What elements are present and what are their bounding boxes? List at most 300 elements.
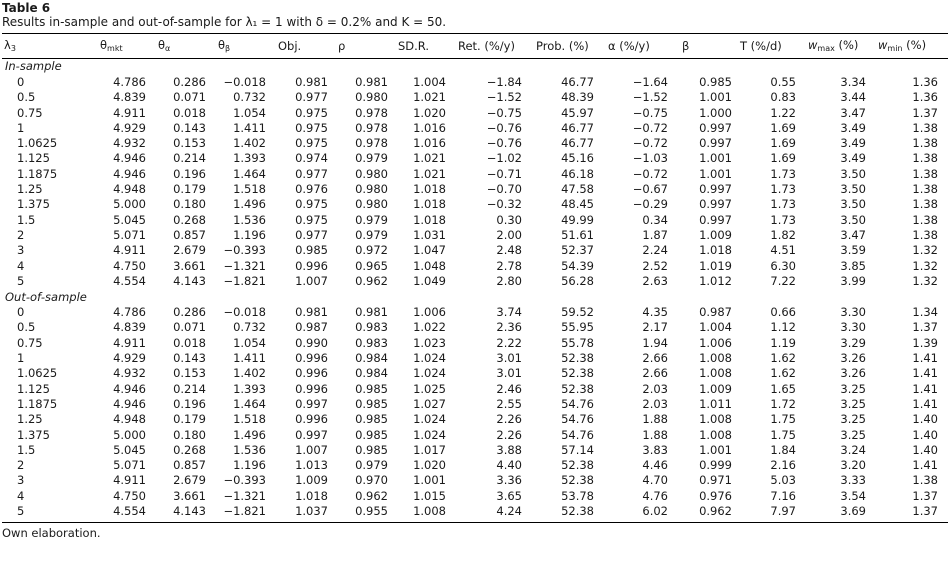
table-cell: 1.22 <box>770 105 796 120</box>
table-cell: 1.008 <box>699 366 732 381</box>
table-cell: 3.25 <box>840 396 866 411</box>
table-cell: 46.77 <box>561 136 594 151</box>
table-cell: 0.972 <box>355 243 388 258</box>
table-cell: 3.99 <box>840 273 866 288</box>
table-cell: 1.402 <box>233 366 266 381</box>
table-cell: 1.008 <box>699 351 732 366</box>
table-cell: 0.976 <box>699 488 732 503</box>
table-cell: 1.020 <box>413 105 446 120</box>
table-cell: −0.393 <box>223 243 266 258</box>
table-cell: 1.464 <box>233 396 266 411</box>
table-cell: 0.143 <box>173 351 206 366</box>
table-cell: 1.69 <box>770 120 796 135</box>
table-cell: 0.970 <box>355 473 388 488</box>
table-cell: 1.38 <box>912 151 938 166</box>
table-cell: 1.40 <box>912 427 938 442</box>
table-cell: 2.48 <box>496 243 522 258</box>
table-cell: 1.62 <box>770 351 796 366</box>
table-cell: 1.021 <box>413 166 446 181</box>
table-row <box>2 320 948 335</box>
table-cell: −0.32 <box>486 197 522 212</box>
table-cell: 1.011 <box>699 396 732 411</box>
table-cell: 2.66 <box>642 366 668 381</box>
header-row <box>2 34 948 59</box>
table-cell: 4.911 <box>113 473 146 488</box>
table-row <box>2 397 948 412</box>
table-cell: 3.50 <box>840 166 866 181</box>
table-cell: 1.008 <box>413 504 446 519</box>
bottom-rule <box>2 522 948 523</box>
table-cell: 0.857 <box>173 227 206 242</box>
table-cell: 0.981 <box>295 75 328 89</box>
table-cell: 3.54 <box>840 488 866 503</box>
col-beta: β <box>682 34 740 59</box>
table-cell: 2.26 <box>496 412 522 427</box>
table-cell: 0.978 <box>355 120 388 135</box>
table-row <box>2 228 948 243</box>
table-cell: 4.40 <box>496 458 522 473</box>
table-cell: 2.03 <box>642 396 668 411</box>
table-row <box>2 136 948 151</box>
table-cell: 2.26 <box>496 427 522 442</box>
table-cell: −1.321 <box>223 258 266 273</box>
table-cell: 1.37 <box>912 105 938 120</box>
row-lambda3: 2 <box>17 227 25 242</box>
table-cell: −0.72 <box>632 166 668 181</box>
table-cell: 0.977 <box>295 90 328 105</box>
table-cell: 1.006 <box>413 305 446 320</box>
table-cell: 1.536 <box>233 442 266 457</box>
table-cell: 2.36 <box>496 320 522 335</box>
table-cell: 49.99 <box>561 212 594 227</box>
table-cell: 0.962 <box>355 273 388 288</box>
table-cell: 1.017 <box>413 442 446 457</box>
table-cell: 3.65 <box>496 488 522 503</box>
table-cell: −0.018 <box>223 305 266 320</box>
table-cell: 1.41 <box>912 351 938 366</box>
table-cell: 0.180 <box>173 427 206 442</box>
table-cell: 1.018 <box>413 212 446 227</box>
table-cell: 0.857 <box>173 458 206 473</box>
table-cell: 1.62 <box>770 366 796 381</box>
table-cell: 0.974 <box>295 151 328 166</box>
table-cell: 1.009 <box>699 227 732 242</box>
table-cell: 3.69 <box>840 504 866 519</box>
col-alpha: α (%/y) <box>608 34 682 59</box>
table-cell: 3.47 <box>840 227 866 242</box>
table-cell: 1.38 <box>912 212 938 227</box>
table-cell: 1.196 <box>233 227 266 242</box>
table-cell: 0.981 <box>355 305 388 320</box>
table-cell: 1.001 <box>413 473 446 488</box>
table-cell: 0.071 <box>173 320 206 335</box>
table-cell: 46.18 <box>561 166 594 181</box>
col-lambda3: $\lambda_3$ <box>2 34 100 59</box>
table-row <box>2 412 948 427</box>
table-cell: 0.996 <box>295 412 328 427</box>
table-cell: 3.33 <box>840 473 866 488</box>
row-lambda3: 4 <box>17 488 25 503</box>
table-cell: 54.76 <box>561 396 594 411</box>
table-cell: 1.013 <box>295 458 328 473</box>
table-cell: 2.679 <box>173 473 206 488</box>
table-cell: 0.975 <box>295 120 328 135</box>
table-cell: 3.26 <box>840 351 866 366</box>
table-cell: 0.987 <box>699 305 732 320</box>
document-page <box>2 0 948 540</box>
table-cell: 1.72 <box>770 396 796 411</box>
row-lambda3: 1.5 <box>17 212 36 227</box>
table-cell: 3.24 <box>840 442 866 457</box>
table-cell: 1.022 <box>413 320 446 335</box>
row-lambda3: 0 <box>17 75 25 89</box>
table-cell: 45.16 <box>561 151 594 166</box>
table-cell: 4.948 <box>113 182 146 197</box>
table-cell: 1.88 <box>642 427 668 442</box>
table-cell: 55.95 <box>561 320 594 335</box>
table-cell: 2.00 <box>496 227 522 242</box>
table-cell: −1.321 <box>223 488 266 503</box>
table-cell: 0.984 <box>355 366 388 381</box>
row-lambda3: 2 <box>17 458 25 473</box>
table-cell: 0.985 <box>355 381 388 396</box>
table-cell: 5.000 <box>113 197 146 212</box>
table-cell: 1.75 <box>770 412 796 427</box>
row-lambda3: 1.1875 <box>17 166 58 181</box>
table-cell: 1.047 <box>413 243 446 258</box>
table-cell: −1.821 <box>223 273 266 288</box>
table-cell: 56.28 <box>561 273 594 288</box>
col-sdr: SD.R. <box>398 34 458 59</box>
table-cell: 3.26 <box>840 366 866 381</box>
table-row <box>2 151 948 166</box>
table-row <box>2 106 948 121</box>
table-cell: 1.019 <box>699 258 732 273</box>
table-cell: 0.997 <box>699 182 732 197</box>
table-cell: 1.518 <box>233 412 266 427</box>
table-row <box>2 351 948 366</box>
table-cell: 1.32 <box>912 258 938 273</box>
table-cell: 1.73 <box>770 197 796 212</box>
table-cell: 1.024 <box>413 351 446 366</box>
table-cell: 1.024 <box>413 412 446 427</box>
col-prob: Prob. (%) <box>536 34 608 59</box>
table-cell: 4.946 <box>113 151 146 166</box>
table-cell: 1.001 <box>699 151 732 166</box>
table-row <box>2 336 948 351</box>
section-label: In-sample <box>5 59 62 74</box>
table-cell: 1.049 <box>413 273 446 288</box>
table-cell: 3.49 <box>840 120 866 135</box>
table-cell: 0.975 <box>295 212 328 227</box>
table-cell: 1.41 <box>912 366 938 381</box>
table-cell: 0.997 <box>295 427 328 442</box>
table-cell: 0.55 <box>770 75 796 89</box>
table-cell: 2.22 <box>496 335 522 350</box>
table-cell: 0.979 <box>355 458 388 473</box>
row-lambda3: 1.1875 <box>17 396 58 411</box>
table-cell: 1.007 <box>295 273 328 288</box>
table-cell: 57.14 <box>561 442 594 457</box>
table-row <box>2 428 948 443</box>
row-lambda3: 1.375 <box>17 197 50 212</box>
table-cell: 1.037 <box>295 504 328 519</box>
table-cell: 0.268 <box>173 442 206 457</box>
table-cell: 1.031 <box>413 227 446 242</box>
table-cell: 1.38 <box>912 473 938 488</box>
table-cell: 1.41 <box>912 396 938 411</box>
table-row <box>2 489 948 504</box>
table-cell: 4.839 <box>113 320 146 335</box>
table-cell: 3.74 <box>496 305 522 320</box>
table-cell: 1.018 <box>413 197 446 212</box>
table-cell: 2.52 <box>642 258 668 273</box>
table-cell: 6.30 <box>770 258 796 273</box>
table-cell: 0.214 <box>173 381 206 396</box>
table-cell: 0.975 <box>295 197 328 212</box>
table-cell: 0.962 <box>699 504 732 519</box>
row-lambda3: 0.5 <box>17 90 36 105</box>
table-cell: 1.536 <box>233 212 266 227</box>
table-cell: 6.02 <box>642 504 668 519</box>
table-cell: 1.016 <box>413 136 446 151</box>
table-row <box>2 243 948 258</box>
table-cell: 4.24 <box>496 504 522 519</box>
col-theta-alpha: $\theta_\alpha$ <box>158 34 218 59</box>
table-row <box>2 504 948 519</box>
table-cell: 0.997 <box>699 212 732 227</box>
row-lambda3: 1.5 <box>17 442 36 457</box>
table-cell: 1.94 <box>642 335 668 350</box>
table-cell: 4.911 <box>113 105 146 120</box>
table-cell: 1.004 <box>699 320 732 335</box>
table-cell: 0.997 <box>699 197 732 212</box>
table-cell: 1.82 <box>770 227 796 242</box>
table-cell: 1.016 <box>413 120 446 135</box>
table-cell: 4.929 <box>113 351 146 366</box>
row-lambda3: 1.0625 <box>17 136 58 151</box>
table-cell: 0.732 <box>233 320 266 335</box>
table-cell: 1.73 <box>770 166 796 181</box>
table-cell: −0.75 <box>486 105 522 120</box>
table-cell: 0.987 <box>295 320 328 335</box>
table-cell: 48.39 <box>561 90 594 105</box>
table-cell: 3.49 <box>840 136 866 151</box>
table-cell: 3.01 <box>496 366 522 381</box>
table-cell: 2.63 <box>642 273 668 288</box>
table-cell: 1.001 <box>699 90 732 105</box>
table-cell: 2.17 <box>642 320 668 335</box>
table-cell: 4.948 <box>113 412 146 427</box>
table-cell: 3.30 <box>840 320 866 335</box>
table-cell: 1.411 <box>233 351 266 366</box>
table-cell: 52.38 <box>561 366 594 381</box>
table-cell: 1.32 <box>912 243 938 258</box>
table-cell: 0.979 <box>355 212 388 227</box>
table-cell: 1.054 <box>233 105 266 120</box>
table-cell: 4.911 <box>113 243 146 258</box>
row-lambda3: 0.75 <box>17 105 43 120</box>
table-cell: 1.75 <box>770 427 796 442</box>
table-cell: −1.02 <box>486 151 522 166</box>
table-cell: 5.03 <box>770 473 796 488</box>
row-lambda3: 1.0625 <box>17 366 58 381</box>
row-lambda3: 5 <box>17 504 25 519</box>
table-cell: 1.024 <box>413 427 446 442</box>
table-cell: 3.83 <box>642 442 668 457</box>
table-body <box>2 59 948 520</box>
table-cell: 2.66 <box>642 351 668 366</box>
table-cell: 3.50 <box>840 197 866 212</box>
table-number: Table 6 <box>2 1 51 15</box>
table-cell: 1.73 <box>770 182 796 197</box>
section-header <box>2 59 948 76</box>
table-cell: 0.955 <box>355 504 388 519</box>
table-cell: 52.38 <box>561 381 594 396</box>
table-cell: 0.981 <box>295 305 328 320</box>
table-cell: 54.39 <box>561 258 594 273</box>
table-cell: 4.786 <box>113 305 146 320</box>
table-cell: 3.20 <box>840 458 866 473</box>
table-cell: 4.750 <box>113 258 146 273</box>
table-cell: 0.965 <box>355 258 388 273</box>
table-cell: 0.980 <box>355 197 388 212</box>
table-cell: −1.821 <box>223 504 266 519</box>
col-wmax: $w_{max}$ (%) <box>808 34 878 59</box>
table-cell: 0.985 <box>355 427 388 442</box>
table-cell: 1.38 <box>912 182 938 197</box>
table-cell: 2.16 <box>770 458 796 473</box>
row-lambda3: 1.125 <box>17 381 50 396</box>
table-cell: 0.985 <box>355 412 388 427</box>
table-cell: 7.97 <box>770 504 796 519</box>
table-cell: 1.38 <box>912 136 938 151</box>
table-cell: 0.980 <box>355 166 388 181</box>
table-cell: 0.180 <box>173 197 206 212</box>
table-cell: 4.946 <box>113 396 146 411</box>
table-cell: 51.61 <box>561 227 594 242</box>
table-cell: 1.009 <box>699 381 732 396</box>
table-cell: 59.52 <box>561 305 594 320</box>
table-cell: 0.985 <box>355 442 388 457</box>
table-cell: 0.981 <box>355 75 388 89</box>
table-cell: 0.018 <box>173 105 206 120</box>
table-cell: 1.464 <box>233 166 266 181</box>
table-cell: 1.393 <box>233 381 266 396</box>
table-cell: 46.77 <box>561 120 594 135</box>
table-cell: 4.70 <box>642 473 668 488</box>
table-cell: 53.78 <box>561 488 594 503</box>
table-cell: 0.143 <box>173 120 206 135</box>
table-cell: 0.30 <box>496 212 522 227</box>
row-lambda3: 1.25 <box>17 182 43 197</box>
row-lambda3: 1.25 <box>17 412 43 427</box>
col-theta-mkt: $\theta_{mkt}$ <box>100 34 158 59</box>
table-row <box>2 473 948 488</box>
table-cell: 0.997 <box>699 120 732 135</box>
col-wmin: $w_{min}$ (%) <box>878 34 948 59</box>
table-cell: 1.001 <box>699 166 732 181</box>
table-cell: 1.054 <box>233 335 266 350</box>
table-cell: 1.32 <box>912 273 938 288</box>
table-cell: 48.45 <box>561 197 594 212</box>
table-cell: 0.983 <box>355 320 388 335</box>
table-cell: 5.071 <box>113 458 146 473</box>
table-cell: −0.71 <box>486 166 522 181</box>
table-cell: 2.80 <box>496 273 522 288</box>
table-cell: 3.34 <box>840 75 866 89</box>
table-cell: 1.008 <box>699 412 732 427</box>
table-cell: 1.65 <box>770 381 796 396</box>
table-cell: 0.985 <box>295 243 328 258</box>
row-lambda3: 5 <box>17 273 25 288</box>
col-rho: ρ <box>338 34 398 59</box>
table-cell: 2.03 <box>642 381 668 396</box>
table-cell: 1.40 <box>912 412 938 427</box>
table-cell: 1.38 <box>912 166 938 181</box>
table-cell: −0.72 <box>632 120 668 135</box>
table-cell: 45.97 <box>561 105 594 120</box>
table-cell: 0.214 <box>173 151 206 166</box>
table-cell: 3.88 <box>496 442 522 457</box>
table-cell: 4.932 <box>113 136 146 151</box>
table-cell: 0.978 <box>355 136 388 151</box>
table-cell: 54.76 <box>561 412 594 427</box>
table-cell: 1.69 <box>770 151 796 166</box>
table-cell: 1.34 <box>912 305 938 320</box>
table-cell: 1.021 <box>413 90 446 105</box>
table-cell: 1.38 <box>912 120 938 135</box>
table-cell: 0.286 <box>173 75 206 89</box>
table-cell: 0.286 <box>173 305 206 320</box>
table-cell: 0.985 <box>355 396 388 411</box>
table-cell: 4.750 <box>113 488 146 503</box>
table-cell: 0.83 <box>770 90 796 105</box>
table-cell: 3.50 <box>840 212 866 227</box>
table-cell: 2.78 <box>496 258 522 273</box>
table-cell: 3.01 <box>496 351 522 366</box>
row-lambda3: 3 <box>17 473 25 488</box>
table-cell: 1.84 <box>770 442 796 457</box>
col-turnover: T (%/d) <box>740 34 808 59</box>
table-caption: Results in-sample and out-of-sample for λ₁ = 1 with δ = 0.2% and K = 50. <box>2 15 447 29</box>
table-cell: 0.980 <box>355 182 388 197</box>
table-cell: 4.143 <box>173 504 206 519</box>
table-cell: 1.37 <box>912 488 938 503</box>
table-cell: 0.153 <box>173 136 206 151</box>
row-lambda3: 1.375 <box>17 427 50 442</box>
table-cell: 1.196 <box>233 458 266 473</box>
table-cell: 1.41 <box>912 381 938 396</box>
table-cell: 1.025 <box>413 381 446 396</box>
table-cell: 0.196 <box>173 166 206 181</box>
table-cell: 0.977 <box>295 227 328 242</box>
table-cell: 1.496 <box>233 197 266 212</box>
table-cell: 0.732 <box>233 90 266 105</box>
table-cell: 0.996 <box>295 381 328 396</box>
table-cell: 2.46 <box>496 381 522 396</box>
table-cell: −0.72 <box>632 136 668 151</box>
table-cell: −0.018 <box>223 75 266 89</box>
table-row <box>2 182 948 197</box>
table-cell: 1.018 <box>699 243 732 258</box>
table-cell: 0.999 <box>699 458 732 473</box>
table-cell: 0.975 <box>295 136 328 151</box>
table-row <box>2 443 948 458</box>
table-cell: 0.971 <box>699 473 732 488</box>
table-cell: 4.46 <box>642 458 668 473</box>
table-cell: 1.004 <box>413 75 446 89</box>
